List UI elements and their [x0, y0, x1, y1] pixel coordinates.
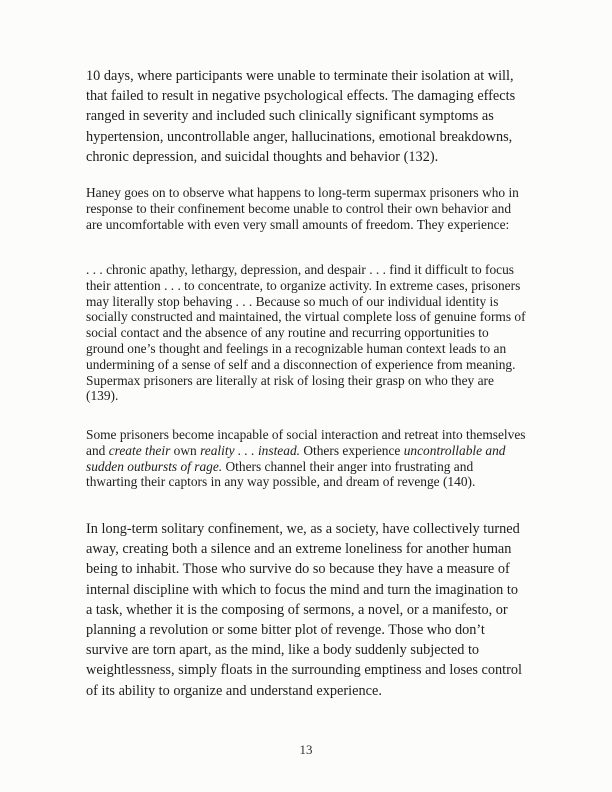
p4-italic-1: create their [108, 442, 171, 458]
page-number: 13 [299, 742, 313, 757]
p4-italic-2: reality . . . instead. [200, 442, 300, 458]
p4-italic-3: uncontrollable and sudden outbursts of rage. [86, 442, 506, 474]
p4-text-1: Some prisoners become incapable of social interaction and retreat into themselves and [86, 427, 526, 458]
paragraph-haney-observation: Haney goes on to observe what happens to long-term supermax prisoners who in response to their confinement become unable to control their own behavior and are uncomfortable with even very small amounts of freedom. They experience: [86, 185, 519, 232]
p4-text-2: own [170, 442, 201, 458]
paragraph-solitary-confinement: In long-term solitary confinement, we, as a society, have collectively turned away, creating both a silence and an extreme loneliness for another human being to inhabit. Those who survive do so because they have a measure of internal discipline with which to focus the mind and turn the imagination to a task, whether it is the composing of sermons, a novel, or a manifesto, or planning a revolution or some bitter plot of revenge. Those who don’t survive are torn apart, as the mind, like a body suddenly subjected to weightlessness, simply floats in the surrounding emptiness and loses control of its ability to organize and understand experience. [86, 521, 523, 699]
block-quote: . . . chronic apathy, lethargy, depression, and despair . . . find it difficult to focus their attention . . . to concentrate, to organize activity. In extreme cases, prisoners may literally stop behaving . . . Because so much of our individual identity is socially constructed and maintained, the virtual complete loss of genuine forms of social contact and the absence of any routine and recurring opportunities to ground one’s thought and feelings in a recognizable human context leads to an undermining of a sense of self and a disconnection of experience from meaning. Supermax prisoners are literally at risk of losing their grasp on who they are (139). [86, 262, 526, 404]
paragraph-continuation: 10 days, where participants were unable to terminate their isolation at will, that failed to result in negative psychological effects. The damaging effects ranged in severity and included such clinically significant symptoms as hypertension, uncontrollable anger, hallucinations, emotional breakdowns, chronic depression, and suicidal thoughts and behavior (132). [86, 68, 516, 165]
paragraph-prisoner-outcomes [86, 427, 526, 490]
p4-text-3: Others experience [299, 442, 404, 458]
p4-text-4: Others channel their anger into frustrating and thwarting their captors in any way possible, and dream of revenge (140). [86, 458, 476, 490]
